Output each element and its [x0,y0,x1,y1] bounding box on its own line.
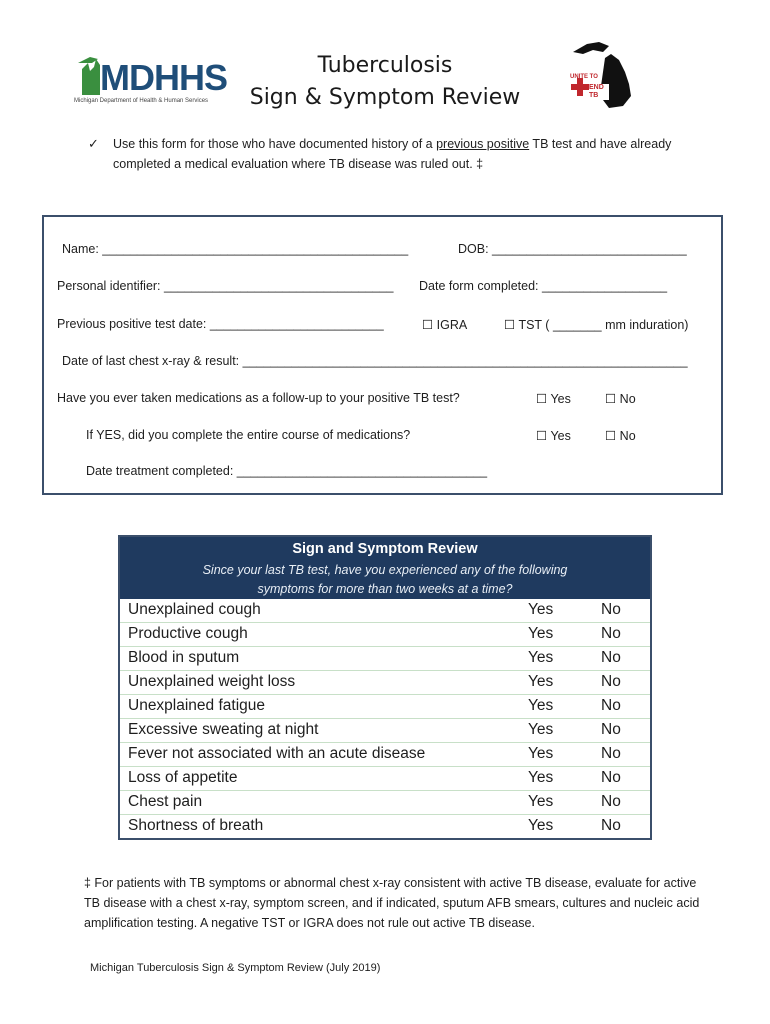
date-treatment-completed-field[interactable]: Date treatment completed: ____________________________________ [86,464,488,478]
no-option[interactable]: No [601,817,621,834]
personal-identifier-field[interactable]: Personal identifier: _________________________________ [57,279,394,293]
subheading-line-2: symptoms for more than two weeks at a time? [257,582,513,596]
yes-option[interactable]: Yes [528,769,554,786]
course-yes-checkbox[interactable]: ☐ Yes [536,429,571,443]
no-option[interactable]: No [601,793,621,810]
table-row [120,647,650,671]
logo-wordmark: MDHHS [100,57,227,98]
previous-test-date-field[interactable]: Previous positive test date: _________________________ [57,317,384,331]
date-form-completed-field[interactable]: Date form completed: __________________ [419,279,668,293]
yes-option[interactable]: Yes [528,745,554,762]
yes-option[interactable]: Yes [528,673,554,690]
name-field[interactable]: Name: ____________________________________________ [62,242,409,256]
symptom-label: Fever not associated with an acute disease [128,745,426,762]
title-line-1: Tuberculosis [317,53,453,78]
symptom-label: Chest pain [128,793,203,810]
symptom-label: Productive cough [128,625,248,642]
symptom-label: Shortness of breath [128,817,264,834]
no-option[interactable]: No [601,601,621,618]
symptom-label: Excessive sweating at night [128,721,319,738]
end-tb-logo [565,38,645,110]
usage-note [88,134,708,174]
tst-checkbox[interactable]: ☐ TST ( _______ mm induration) [504,318,689,332]
yes-option[interactable]: Yes [528,793,554,810]
medications-no-checkbox[interactable]: ☐ No [605,392,636,406]
patient-info-box [42,215,723,495]
symptom-table-subheading [120,561,650,599]
no-option[interactable]: No [601,769,621,786]
symptom-label: Unexplained fatigue [128,697,266,714]
table-row [120,791,650,815]
symptom-table-header [120,537,650,599]
symptom-label: Unexplained cough [128,601,261,618]
table-row [120,815,650,838]
page-footer: Michigan Tuberculosis Sign & Symptom Review (July 2019) [90,962,381,974]
table-row [120,671,650,695]
symptom-label: Loss of appetite [128,769,238,786]
medications-yes-checkbox[interactable]: ☐ Yes [536,392,571,406]
yes-option[interactable]: Yes [528,817,554,834]
footnote: ‡ For patients with TB symptoms or abnormal chest x-ray consistent with active TB disease, evaluate for active TB disease with a chest x-ray, symptom screen, and if indicated, sputum AFB smears, cultures and nucleic acid amplification testing. A negative TST or IGRA does not rule out active TB disease. [84,876,700,930]
checkmark-icon: ✓ [88,136,99,151]
yes-option[interactable]: Yes [528,649,554,666]
course-no-checkbox[interactable]: ☐ No [605,429,636,443]
mdhhs-logo [72,55,227,110]
logo-tag-line-2: END TB [589,84,609,100]
note-part-1: Use this form for those who have documented history of a [113,137,437,151]
no-option[interactable]: No [601,721,621,738]
no-option[interactable]: No [601,673,621,690]
no-option[interactable]: No [601,745,621,762]
symptom-table-heading: Sign and Symptom Review [292,541,478,557]
logo-subtitle: Michigan Department of Health & Human Services [74,98,209,104]
table-row [120,719,650,743]
symptom-rows [120,599,650,838]
note-part-2: TB test and have already completed a medical evaluation where TB disease was ruled out. ‡ [113,137,672,171]
table-row [120,599,650,623]
chest-xray-field[interactable]: Date of last chest x-ray & result: ________________________________________________________________ [62,354,688,368]
course-question: If YES, did you complete the entire course of medications? [86,428,411,442]
table-row [120,695,650,719]
yes-option[interactable]: Yes [528,721,554,738]
symptom-table [118,535,652,840]
igra-checkbox[interactable]: ☐ IGRA [422,318,468,332]
table-row [120,767,650,791]
symptom-label: Blood in sputum [128,649,240,666]
yes-option[interactable]: Yes [528,601,554,618]
table-row [120,623,650,647]
logo-tag-line-1: UNITE TO [570,74,598,80]
table-row [120,743,650,767]
no-option[interactable]: No [601,697,621,714]
medications-question: Have you ever taken medications as a follow-up to your positive TB test? [57,391,460,405]
yes-option[interactable]: Yes [528,697,554,714]
page-title [230,50,540,114]
subheading-line-1: Since your last TB test, have you experienced any of the following [202,563,568,577]
note-underlined: previous positive [436,137,530,151]
symptom-label: Unexplained weight loss [128,673,296,690]
no-option[interactable]: No [601,649,621,666]
title-line-2: Sign & Symptom Review [249,85,521,110]
yes-option[interactable]: Yes [528,625,554,642]
no-option[interactable]: No [601,625,621,642]
dob-field[interactable]: DOB: ____________________________ [458,242,687,256]
